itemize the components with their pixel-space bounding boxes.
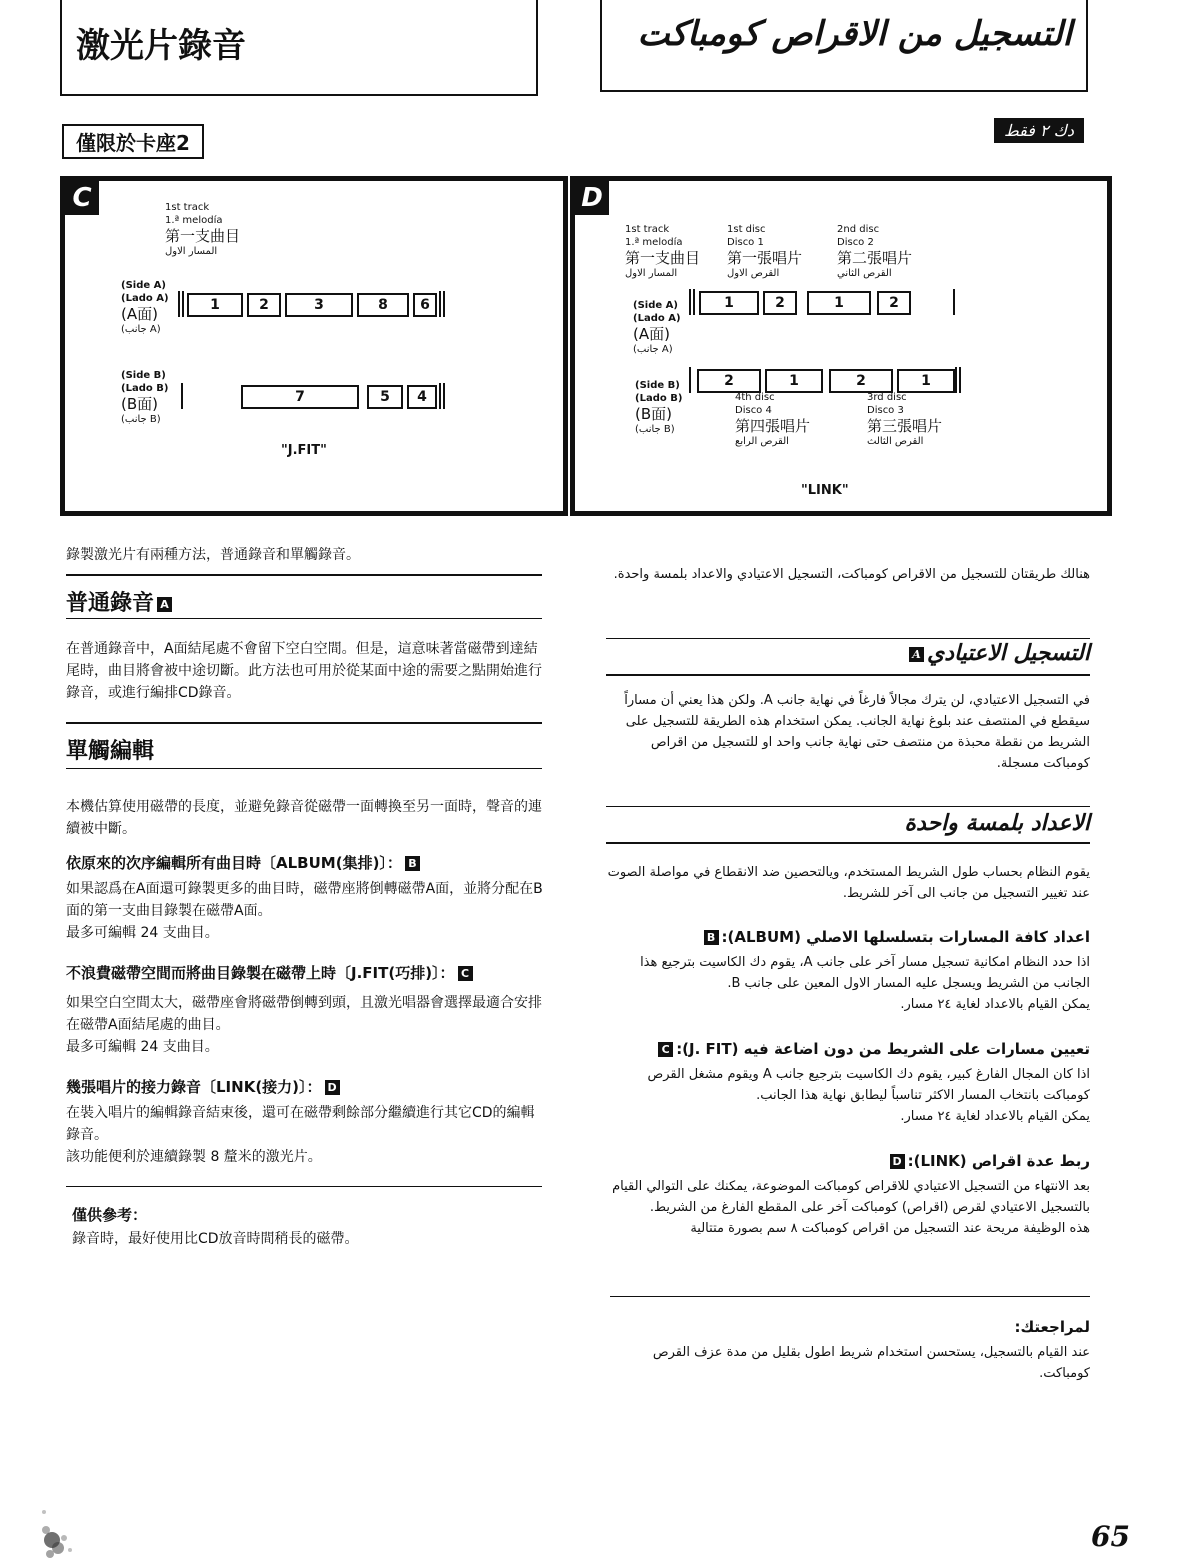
cn-rule-4 <box>66 768 542 769</box>
d-track-box: 2 <box>763 291 797 315</box>
d-side-a-start-bar <box>689 289 691 315</box>
badge-b: B <box>405 856 420 871</box>
cn-heading-normal: 普通錄音 A <box>66 586 175 617</box>
cn-rule-5 <box>66 1186 542 1187</box>
d-track-box: 1 <box>765 369 823 393</box>
c-track-label: 1st track 1.ª melodía 第一支曲目 المسار الاول <box>165 202 241 257</box>
d-side-b-end-bar <box>955 367 957 393</box>
cn-rule-3 <box>66 722 542 724</box>
c-side-b-end-bar-2 <box>443 383 445 409</box>
d-disc2-label: 2nd disc Disco 2 第二張唱片 القرص الثاني <box>837 224 913 279</box>
d-track-box: 1 <box>897 369 955 393</box>
c-side-a-end-bar-2 <box>443 291 445 317</box>
d-side-a-start-bar-2 <box>693 289 695 315</box>
badge-a-ar: A <box>909 647 924 662</box>
cn-one-touch-paragraph: 本機估算使用磁帶的長度，並避免錄音從磁帶一面轉換至另一面時，聲音的連續被中斷。 <box>66 799 542 837</box>
c-side-a-end-bar <box>439 291 441 317</box>
ar-one-touch-paragraph: يقوم النظام بحساب طول الشريط المستخدم، ويالتحصين ضد الانقطاع في مواصلة الصوت عند تغيير التسجيل من جانب الى آخر للشريط. <box>607 865 1090 901</box>
d-track-box: 1 <box>807 291 871 315</box>
ar-rule-1 <box>606 638 1090 639</box>
c-side-b-start-bar <box>181 383 183 409</box>
ar-normal-paragraph: في التسجيل الاعتيادي، لن يترك مجالاً فارغاً في نهاية جانب A. ولكن هذا يعني أن مساراً سيقطع في المنتصف عند بلوغ نهاية الجانب. يمكن استخدام هذه الطريقة للتسجيل على الشريط من نقطة محبذة من منتصف حتى نهاية جانب واحد او للتسجيل من اقراص كومباكت مسجلة. <box>624 693 1090 771</box>
cn-normal-paragraph: 在普通錄音中，A面結尾處不會留下空白空間。但是，這意味著當磁帶到達結尾時，曲目將會被中途切斷。此方法也可用於從某面中途的需要之點開始進行錄音，或進行編排CD錄音。 <box>66 641 542 701</box>
cn-jfit-heading: 不浪費磁帶空間而將曲目錄製在磁帶上時〔J.FIT(巧排)〕： C <box>66 962 476 983</box>
ar-rule-3 <box>606 806 1090 807</box>
ar-note-paragraph: عند القيام بالتسجيل، يستحسن استخدام شريط اطول بقليل من مدة عزف القرص كومباكت. <box>652 1345 1090 1381</box>
ar-link-heading: ربط عدة اقراص (LINK):D <box>606 1152 1090 1170</box>
ar-heading-normal: التسجيل الاعتياديA <box>606 640 1090 666</box>
c-caption: "J.FIT" <box>281 443 327 458</box>
deck-tag-arabic: دك ٢ فقط <box>994 118 1084 143</box>
title-box-arabic <box>600 0 1088 92</box>
page-title-chinese: 激光片錄音 <box>76 26 246 66</box>
d-side-a-label: (Side A) (Lado A) (A面) (جانب A) <box>633 300 681 355</box>
c-track-box: 2 <box>247 293 281 317</box>
c-track-box: 7 <box>241 385 359 409</box>
panel-letter-d: D <box>575 181 609 215</box>
c-side-a-start-bar <box>178 291 180 317</box>
badge-d: D <box>325 1080 340 1095</box>
ar-link-paragraph: بعد الانتهاء من التسجيل الاعتيادي للاقراص كومباكت الموضوعة، يمكنك على التوالي القيام بالتسجيل الاعتيادي لقرص (اقراص) كومباكت آخر على المقطع الفارغ من الشريط. هذه الوظيفة مريحة عند التسجيل من اقراص كومباكت ٨ سم بصورة متتالية <box>612 1179 1090 1236</box>
title-box-chinese <box>60 0 538 96</box>
page-number: 65 <box>1091 1520 1130 1553</box>
cn-rule-2 <box>66 618 542 619</box>
cn-jfit-paragraph: 如果空白空間太大，磁帶座會將磁帶倒轉到頭，且激光唱器會選擇最適合安排在磁帶A面結尾處的曲目。 最多可編輯 24 支曲目。 <box>66 995 542 1055</box>
d-caption: "LINK" <box>801 483 849 498</box>
badge-a: A <box>157 597 172 612</box>
panel-letter-c: C <box>65 181 99 215</box>
c-track-box: 5 <box>367 385 403 409</box>
c-side-b-end-bar <box>439 383 441 409</box>
d-track-label: 1st track 1.ª melodía 第一支曲目 المسار الاول <box>625 224 701 279</box>
ar-album-paragraph: اذا حدد النظام امكانية تسجيل مسار آخر على جانب A، يقوم دك الكاسيت بترجيع هذا الجانب من الشريط ويسجل عليه المسار الاول المعين على جانب B. يمكن القيام بالاعداد لغاية ٢٤ مسار. <box>640 955 1090 1012</box>
cn-link-paragraph: 在裝入唱片的編輯錄音結束後，還可在磁帶剩餘部分繼續進行其它CD的編輯錄音。 該功能便利於連續錄製 8 釐米的激光片。 <box>66 1105 535 1165</box>
ar-jfit-paragraph: اذا كان المجال الفارغ كبير، يقوم دك الكاسيت بترجيع جانب A ويقوم مشغل القرص كومباكت بانتخاب المسار الاكثر تناسباً ليطابق نهاية هذا الجانب. يمكن القيام بالاعداد لغاية ٢٤ مسار. <box>647 1067 1090 1124</box>
d-track-box: 2 <box>877 291 911 315</box>
cn-heading-one-touch: 單觸編輯 <box>66 739 155 764</box>
c-track-box: 4 <box>407 385 437 409</box>
d-track-box: 2 <box>829 369 893 393</box>
ar-jfit-heading: تعيين مسارات على الشريط من دون اضاعة فيه (J. FIT):C <box>606 1040 1090 1058</box>
cn-intro: 錄製激光片有兩種方法，普通錄音和單觸錄音。 <box>66 547 360 563</box>
d-side-a-end-bar <box>953 289 955 315</box>
badge-d-ar: D <box>890 1154 905 1169</box>
diagram-panel-c <box>60 176 568 516</box>
d-disc4-label: 4th disc Disco 4 第四張唱片 القرص الرابع <box>735 392 811 447</box>
ar-rule-4 <box>606 842 1090 844</box>
d-disc3-label: 3rd disc Disco 3 第三張唱片 القرص الثالث <box>867 392 943 447</box>
badge-c: C <box>458 966 473 981</box>
ar-album-heading: اعداد كافة المسارات بتسلسلها الاصلي (ALBUM):B <box>606 928 1090 946</box>
cn-rule-1 <box>66 574 542 576</box>
d-track-box: 2 <box>697 369 761 393</box>
d-track-box: 1 <box>699 291 759 315</box>
ar-heading-one-touch: الاعداد بلمسة واحدة <box>904 810 1090 836</box>
cn-album-paragraph: 如果認爲在A面還可錄製更多的曲目時，磁帶座將倒轉磁帶A面，並將分配在B面的第一支曲目錄製在磁帶A面。 最多可編輯 24 支曲目。 <box>66 881 543 941</box>
d-side-b-end-bar-2 <box>959 367 961 393</box>
d-side-b-label: (Side B) (Lado B) (B面) (جانب B) <box>635 380 683 435</box>
badge-b-ar: B <box>704 930 719 945</box>
ar-note-heading: لمراجعتك: <box>1014 1318 1090 1336</box>
cn-note-paragraph: 錄音時，最好使用比CD放音時間稍長的磁帶。 <box>72 1231 359 1247</box>
scan-smudge <box>38 1500 94 1560</box>
c-track-box: 3 <box>285 293 353 317</box>
c-track-box: 1 <box>187 293 243 317</box>
c-side-b-label: (Side B) (Lado B) (B面) (جانب B) <box>121 370 169 425</box>
cn-link-heading: 幾張唱片的接力錄音〔LINK(接力)〕： D <box>66 1076 343 1097</box>
c-track-box: 6 <box>413 293 437 317</box>
ar-intro: هنالك طريقتان للتسجيل من الاقراص كومباكت، التسجيل الاعتيادي والاعداد بلمسة واحدة. <box>613 567 1090 582</box>
d-side-b-start-bar <box>689 367 691 393</box>
ar-rule-5 <box>610 1296 1090 1297</box>
badge-c-ar: C <box>658 1042 673 1057</box>
c-side-a-label: (Side A) (Lado A) (A面) (جانب A) <box>121 280 169 335</box>
cn-note-heading: 僅供參考： <box>72 1206 148 1224</box>
cn-album-heading: 依原來的次序編輯所有曲目時〔ALBUM(集排)〕： B <box>66 852 423 873</box>
c-track-box: 8 <box>357 293 409 317</box>
c-side-a-start-bar-2 <box>182 291 184 317</box>
ar-rule-2 <box>606 674 1090 676</box>
d-disc1-label: 1st disc Disco 1 第一張唱片 القرص الاول <box>727 224 803 279</box>
diagram-panel-d <box>570 176 1112 516</box>
page-title-arabic: التسجيل من الاقراص كومباكت <box>637 14 1072 54</box>
deck-tag-chinese: 僅限於卡座2 <box>62 124 204 159</box>
